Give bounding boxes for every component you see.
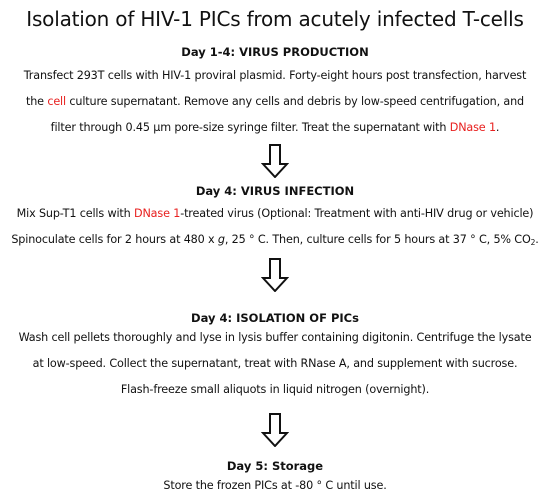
step-4-line-1: Store the frozen PICs at -80 ° C until use. [163,479,387,492]
step-2-dnase-highlight: DNase 1 [134,207,181,220]
down-arrow-icon [261,413,289,447]
step-1-cell-highlight: cell [47,95,66,108]
step-4-heading: Day 5: Storage [226,459,324,473]
step-2-heading: Day 4: VIRUS INFECTION [195,184,355,198]
step-3-line-3: Flash-freeze small aliquots in liquid nitrogen (overnight). [120,383,430,396]
step-2-line-1-pre: Mix Sup-T1 cells with [16,207,134,220]
step-2-line-2 [0,233,550,246]
step-1-line-2-pre: the [25,95,48,108]
step-3-line-1: Wash cell pellets thoroughly and lyse in lysis buffer containing digitonin. Centrifuge the lysate [18,331,532,344]
step-1-dnase-highlight: DNase 1 [449,121,496,134]
step-3-line-2: at low-speed. Collect the supernatant, treat with RNase A, and supplement with sucrose. [32,357,518,370]
step-2-line-1 [0,207,550,220]
step-2-line-1-post: -treated virus (Optional: Treatment with anti-HIV drug or vehicle) [180,207,534,220]
down-arrow-icon [261,258,289,292]
step-2-g-italic: g [217,233,225,246]
step-2-line-2-pre: Spinoculate cells for 2 hours at 480 x [11,233,218,246]
step-1-line-2 [0,95,550,108]
diagram-title: Isolation of HIV-1 PICs from acutely infected T-cells [26,7,524,31]
step-1-line-3-pre: filter through 0.45 μm pore-size syringe filter. Treat the supernatant with [50,121,450,134]
step-2-line-2-post: , 25 ° C. Then, culture cells for 5 hours at 37 ° C, 5% CO [224,233,531,246]
step-1-line-3 [0,121,550,134]
step-1-line-3-post: . [495,121,500,134]
step-1-heading: Day 1-4: VIRUS PRODUCTION [181,45,369,59]
step-1-line-1: Transfect 293T cells with HIV-1 proviral plasmid. Forty-eight hours post transfection, harvest [23,69,527,82]
step-2-co2-subscript: 2 [530,238,536,247]
down-arrow-icon [261,144,289,178]
step-2-line-2-end: . [535,233,539,246]
step-3-heading: Day 4: ISOLATION OF PICs [191,311,359,325]
step-1-line-2-post: culture supernatant. Remove any cells and debris by low-speed centrifugation, and [65,95,524,108]
